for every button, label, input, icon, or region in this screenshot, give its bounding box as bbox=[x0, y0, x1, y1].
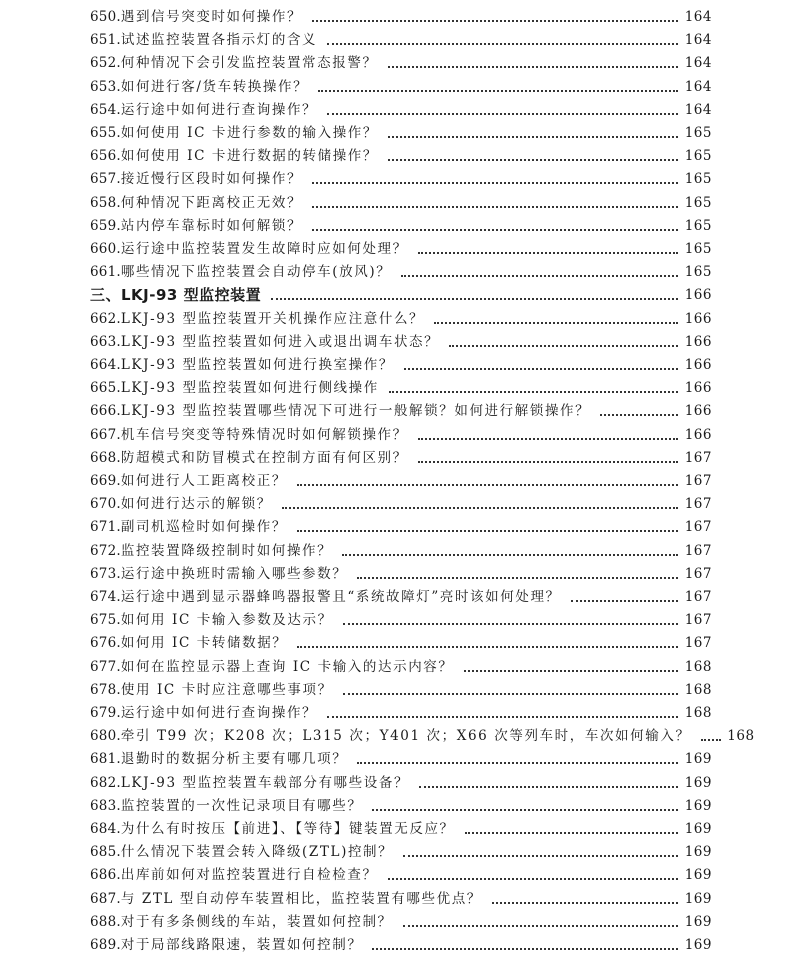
dot-leader bbox=[403, 855, 678, 857]
toc-entry bbox=[90, 424, 712, 446]
page-number: 167 bbox=[684, 565, 712, 582]
page-number: 167 bbox=[684, 612, 712, 629]
toc-entry bbox=[90, 447, 712, 469]
entry-title: LKJ-93 型监控装置如何进行换室操作？ bbox=[120, 357, 394, 373]
section-heading bbox=[90, 284, 712, 306]
entry-title: 如何在监控显示器上查询 IC 卡输入的达示内容？ bbox=[120, 658, 454, 675]
entry-number: 651. bbox=[90, 32, 121, 49]
entry-number: 665. bbox=[90, 380, 121, 397]
page-number: 166 bbox=[684, 403, 712, 420]
toc-entry bbox=[90, 493, 712, 515]
entry-title: 三、LKJ-93 型监控装置 bbox=[90, 286, 262, 305]
toc-entry bbox=[90, 470, 712, 492]
dot-leader bbox=[434, 322, 678, 324]
entry-number: 688. bbox=[90, 913, 121, 930]
entry-title: 何种情况下会引发监控装置常态报警？ bbox=[120, 55, 378, 72]
entry-title: 如何用 IC 卡转储数据？ bbox=[120, 635, 288, 652]
toc-entry bbox=[90, 76, 712, 98]
entry-number: 659. bbox=[90, 217, 121, 234]
entry-number: 661. bbox=[90, 264, 121, 281]
dot-leader bbox=[297, 484, 678, 486]
toc-entry bbox=[90, 99, 712, 121]
page-number: 165 bbox=[684, 171, 712, 188]
page-number: 166 bbox=[684, 310, 712, 327]
entry-title: 试述监控装置各指示灯的含义 bbox=[120, 32, 318, 49]
toc-entry bbox=[90, 702, 712, 724]
dot-leader bbox=[372, 809, 678, 811]
toc-entry bbox=[90, 377, 712, 399]
entry-title: 运行途中换班时需输入哪些参数？ bbox=[120, 565, 348, 582]
entry-title: 使用 IC 卡时应注意哪些事项？ bbox=[120, 681, 333, 698]
entry-title: 运行途中遇到显示器蜂鸣器报警且“系统故障灯”亮时该如何处理？ bbox=[120, 589, 561, 605]
toc-entry bbox=[90, 934, 712, 956]
toc-entry bbox=[90, 540, 712, 562]
toc-entry bbox=[90, 168, 712, 190]
dot-leader bbox=[388, 66, 678, 68]
page-number: 164 bbox=[684, 101, 712, 118]
entry-number: 656. bbox=[90, 148, 121, 165]
dot-leader bbox=[401, 275, 678, 277]
page-number: 167 bbox=[684, 496, 712, 513]
page-number: 169 bbox=[684, 751, 712, 768]
dot-leader bbox=[343, 693, 678, 695]
entry-title: 运行途中如何进行查询操作？ bbox=[120, 101, 318, 118]
entry-title: LKJ-93 型监控装置哪些情况下可进行一般解锁？如何进行解锁操作？ bbox=[120, 403, 591, 420]
entry-number: 676. bbox=[90, 635, 121, 652]
toc-entry bbox=[90, 261, 712, 283]
page-number: 166 bbox=[684, 380, 712, 397]
toc-entry bbox=[90, 331, 712, 353]
entry-number: 681. bbox=[90, 751, 121, 768]
entry-number: 677. bbox=[90, 658, 121, 675]
dot-leader bbox=[342, 554, 678, 556]
dot-leader bbox=[449, 345, 678, 347]
page-number: 165 bbox=[684, 217, 712, 234]
entry-number: 672. bbox=[90, 542, 121, 559]
entry-title: LKJ-93 型监控装置开关机操作应注意什么？ bbox=[120, 310, 425, 327]
toc-entry bbox=[90, 52, 712, 74]
dot-leader bbox=[701, 739, 721, 741]
dot-leader bbox=[465, 832, 678, 834]
entry-title: 什么情况下装置会转入降级(ZTL)控制？ bbox=[120, 844, 394, 861]
toc-entry bbox=[90, 841, 712, 863]
toc-entry bbox=[90, 911, 712, 933]
entry-title: 机车信号突变等特殊情况时如何解锁操作？ bbox=[120, 426, 408, 443]
entry-title: 退勤时的数据分析主要有哪几项？ bbox=[120, 751, 348, 768]
entry-number: 674. bbox=[90, 589, 121, 605]
entry-title: 如何使用 IC 卡进行参数的输入操作？ bbox=[120, 125, 379, 141]
entry-title: LKJ-93 型监控装置车载部分有哪些设备？ bbox=[120, 774, 410, 791]
entry-title: 如何进行客/货车转换操作？ bbox=[120, 78, 309, 95]
entry-number: 682. bbox=[90, 774, 121, 791]
page-number: 169 bbox=[684, 821, 712, 837]
toc-entry bbox=[90, 516, 712, 538]
entry-title: 为什么有时按压【前进】、【等待】键装置无反应？ bbox=[120, 821, 455, 837]
page-number: 165 bbox=[684, 264, 712, 281]
toc-entry bbox=[90, 864, 712, 886]
page-number: 166 bbox=[684, 357, 712, 373]
entry-number: 680. bbox=[90, 728, 121, 745]
toc-entry bbox=[90, 192, 712, 214]
page-number: 165 bbox=[684, 194, 712, 211]
dot-leader bbox=[418, 461, 678, 463]
page-number: 165 bbox=[684, 148, 712, 165]
page-number: 168 bbox=[684, 705, 712, 721]
toc-entry bbox=[90, 609, 712, 631]
entry-number: 684. bbox=[90, 821, 121, 837]
entry-title: 如何使用 IC 卡进行数据的转储操作？ bbox=[120, 148, 379, 165]
entry-number: 675. bbox=[90, 612, 121, 629]
entry-title: 如何进行人工距离校正？ bbox=[120, 473, 287, 489]
toc-entry bbox=[90, 215, 712, 237]
toc-entry bbox=[90, 748, 712, 770]
toc-entry bbox=[90, 29, 712, 51]
entry-number: 663. bbox=[90, 333, 121, 350]
entry-title: 接近慢行区段时如何操作？ bbox=[120, 171, 303, 188]
dot-leader bbox=[388, 136, 678, 138]
entry-number: 687. bbox=[90, 890, 121, 907]
dot-leader bbox=[404, 368, 678, 370]
entry-title: LKJ-93 型监控装置如何进入或退出调车状态？ bbox=[120, 333, 440, 350]
entry-title: 何种情况下距离校正无效？ bbox=[120, 194, 303, 211]
dot-leader bbox=[327, 43, 678, 45]
page-number: 169 bbox=[684, 890, 712, 907]
entry-title: LKJ-93 型监控装置如何进行侧线操作 bbox=[120, 380, 379, 397]
dot-leader bbox=[418, 438, 678, 440]
entry-title: 副司机巡检时如何操作？ bbox=[120, 519, 287, 536]
dot-leader bbox=[343, 623, 678, 625]
entry-title: 监控装置降级控制时如何操作？ bbox=[120, 542, 333, 559]
entry-number: 660. bbox=[90, 241, 121, 257]
entry-number: 666. bbox=[90, 403, 121, 420]
entry-number: 655. bbox=[90, 125, 121, 141]
toc-entry bbox=[90, 772, 712, 794]
toc-entry bbox=[90, 6, 712, 28]
dot-leader bbox=[318, 90, 678, 92]
page-number: 169 bbox=[684, 774, 712, 791]
dot-leader bbox=[312, 206, 678, 208]
toc-entry bbox=[90, 632, 712, 654]
page-number: 169 bbox=[684, 913, 712, 930]
entry-number: 657. bbox=[90, 171, 121, 188]
dot-leader bbox=[312, 20, 678, 22]
dot-leader bbox=[297, 646, 678, 648]
entry-number: 673. bbox=[90, 565, 121, 582]
entry-number: 671. bbox=[90, 519, 121, 536]
page-number: 168 bbox=[684, 658, 712, 675]
page-number: 167 bbox=[684, 589, 712, 605]
entry-title: 如何进行达示的解锁？ bbox=[120, 496, 272, 513]
page-number: 169 bbox=[684, 844, 712, 861]
page-number: 167 bbox=[684, 542, 712, 559]
dot-leader bbox=[312, 229, 678, 231]
page-number: 164 bbox=[684, 32, 712, 49]
toc-entry bbox=[90, 656, 712, 678]
entry-number: 683. bbox=[90, 797, 121, 814]
entry-number: 667. bbox=[90, 426, 121, 443]
toc-entry bbox=[90, 400, 712, 422]
entry-number: 669. bbox=[90, 473, 121, 489]
toc-entry bbox=[90, 308, 712, 330]
toc-entry bbox=[90, 888, 712, 910]
dot-leader bbox=[492, 902, 678, 904]
entry-title: 运行途中如何进行查询操作？ bbox=[120, 705, 318, 721]
entry-number: 658. bbox=[90, 194, 121, 211]
page-number: 168 bbox=[727, 728, 755, 745]
entry-number: 653. bbox=[90, 78, 121, 95]
toc-entry bbox=[90, 818, 712, 840]
entry-title: 站内停车靠标时如何解锁？ bbox=[120, 217, 303, 234]
dot-leader bbox=[418, 252, 678, 254]
page-number: 166 bbox=[684, 426, 712, 443]
toc-entry bbox=[90, 795, 712, 817]
dot-leader bbox=[388, 878, 678, 880]
page-number: 164 bbox=[684, 55, 712, 72]
entry-title: 监控装置的一次性记录项目有哪些？ bbox=[120, 797, 363, 814]
page-number: 167 bbox=[684, 473, 712, 489]
page-number: 166 bbox=[684, 333, 712, 350]
entry-title: 如何用 IC 卡输入参数及达示？ bbox=[120, 612, 333, 629]
dot-leader bbox=[571, 600, 678, 602]
dot-leader bbox=[388, 159, 678, 161]
dot-leader bbox=[327, 716, 678, 718]
entry-number: 670. bbox=[90, 496, 121, 513]
dot-leader bbox=[357, 762, 678, 764]
dot-leader bbox=[403, 925, 678, 927]
entry-title: 与 ZTL 型自动停车装置相比，监控装置有哪些优点？ bbox=[120, 890, 482, 907]
entry-number: 678. bbox=[90, 681, 121, 698]
entry-title: 牵引 T99 次；K208 次；L315 次；Y401 次；X66 次等列车时，车次如何输入？ bbox=[120, 728, 691, 745]
dot-leader bbox=[297, 530, 678, 532]
page-number: 164 bbox=[684, 78, 712, 95]
dot-leader bbox=[464, 670, 678, 672]
toc-entry bbox=[90, 679, 712, 701]
entry-title: 对于局部线路限速，装置如何控制？ bbox=[120, 937, 363, 953]
entry-title: 防超模式和防冒模式在控制方面有何区别？ bbox=[120, 449, 408, 466]
page-number: 165 bbox=[684, 241, 712, 257]
toc-entry bbox=[90, 238, 712, 260]
dot-leader bbox=[282, 507, 678, 509]
dot-leader bbox=[389, 391, 678, 393]
entry-number: 664. bbox=[90, 357, 121, 373]
page-number: 169 bbox=[684, 797, 712, 814]
page-number: 167 bbox=[684, 635, 712, 652]
entry-number: 689. bbox=[90, 937, 121, 953]
entry-number: 650. bbox=[90, 9, 121, 25]
entry-title: 哪些情况下监控装置会自动停车(放风)？ bbox=[120, 264, 392, 281]
page-number: 167 bbox=[684, 449, 712, 466]
toc-entry bbox=[90, 145, 712, 167]
dot-leader bbox=[271, 298, 678, 300]
page-number: 165 bbox=[684, 125, 712, 141]
entry-title: 运行途中监控装置发生故障时应如何处理？ bbox=[120, 241, 408, 257]
page-number: 168 bbox=[684, 681, 712, 698]
entry-title: 对于有多条侧线的车站，装置如何控制？ bbox=[120, 913, 393, 930]
toc-entry bbox=[90, 586, 712, 608]
entry-number: 662. bbox=[90, 310, 121, 327]
toc-entry bbox=[90, 563, 712, 585]
toc-entry bbox=[90, 122, 712, 144]
page-number: 169 bbox=[684, 867, 712, 884]
toc-entry bbox=[90, 354, 712, 376]
page-number: 167 bbox=[684, 519, 712, 536]
page-number: 164 bbox=[684, 9, 712, 25]
entry-title: 遇到信号突变时如何操作？ bbox=[120, 9, 303, 25]
dot-leader bbox=[312, 182, 678, 184]
page-number: 169 bbox=[684, 937, 712, 953]
entry-number: 686. bbox=[90, 867, 121, 884]
dot-leader bbox=[357, 577, 678, 579]
dot-leader bbox=[419, 786, 678, 788]
toc-entry bbox=[90, 725, 755, 747]
dot-leader bbox=[600, 414, 678, 416]
entry-number: 685. bbox=[90, 844, 121, 861]
dot-leader bbox=[372, 948, 678, 950]
entry-title: 出库前如何对监控装置进行自检检查？ bbox=[120, 867, 378, 884]
entry-number: 668. bbox=[90, 449, 121, 466]
entry-number: 679. bbox=[90, 705, 121, 721]
entry-number: 652. bbox=[90, 55, 121, 72]
dot-leader bbox=[327, 113, 678, 115]
page-number: 166 bbox=[684, 287, 712, 304]
entry-number: 654. bbox=[90, 101, 121, 118]
